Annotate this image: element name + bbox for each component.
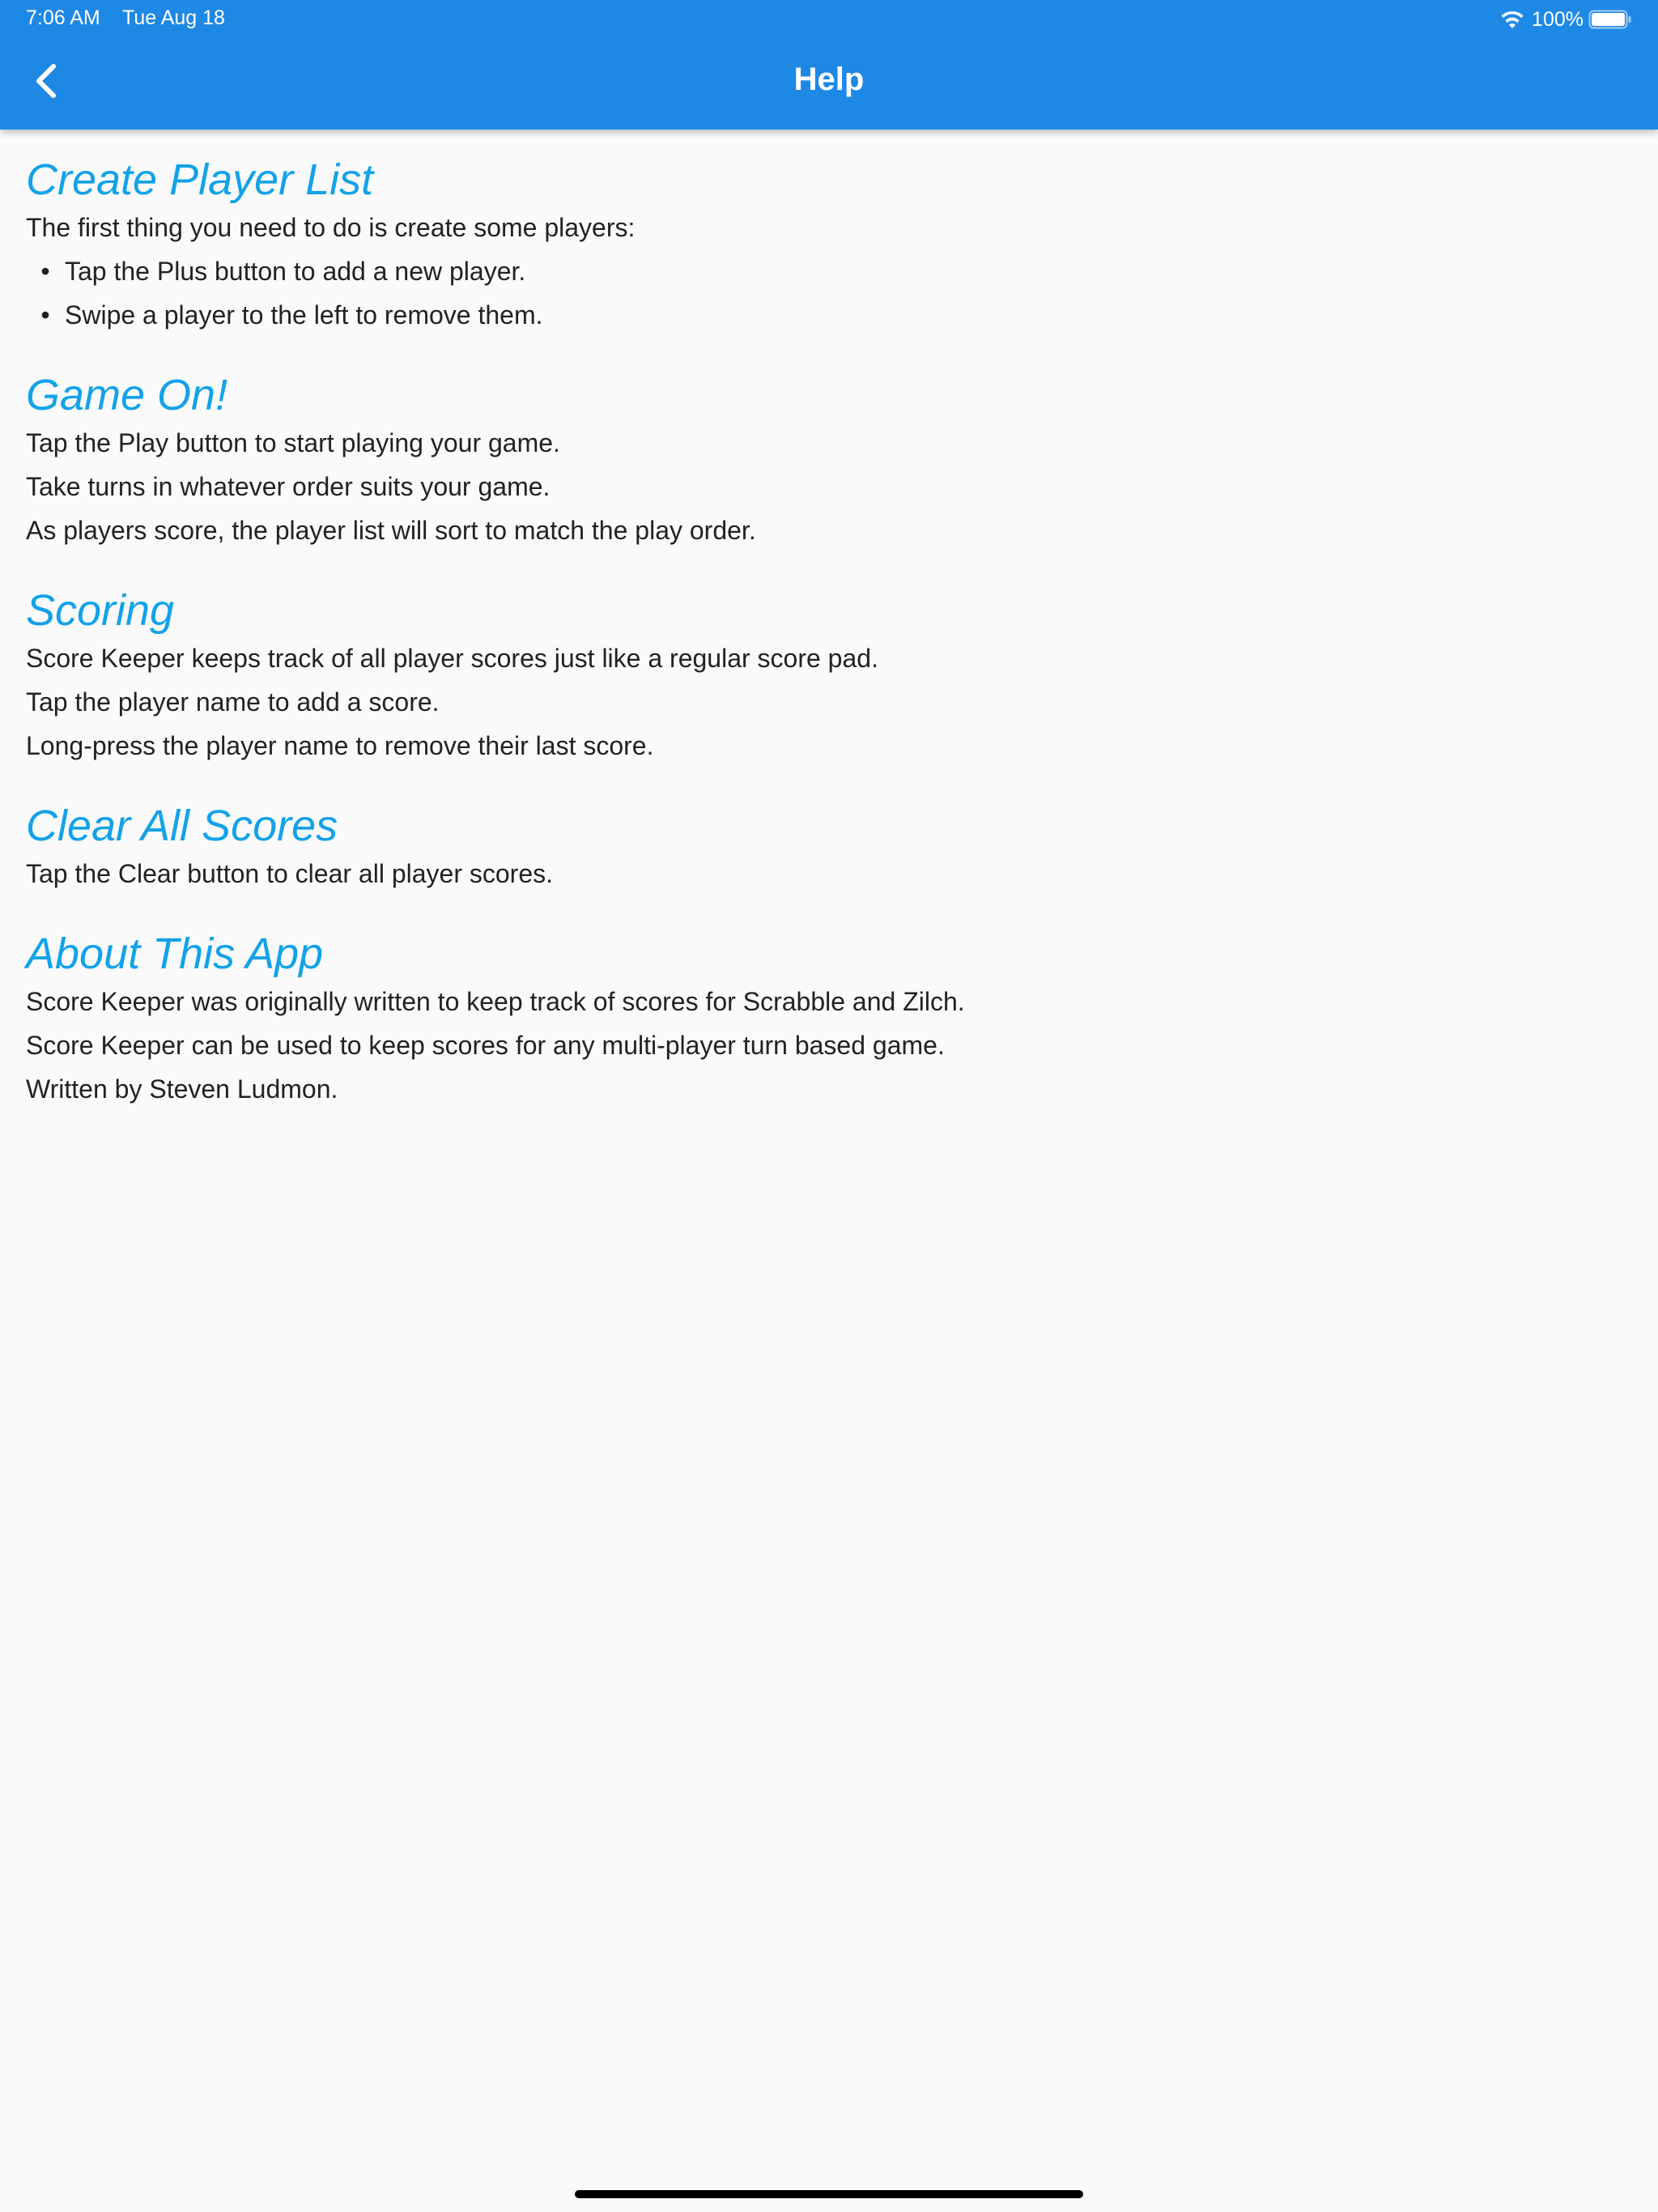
section-paragraph: Score Keeper was originally written to keep track of scores for Scrabble and Zilch. xyxy=(26,987,965,1016)
help-content xyxy=(26,130,1629,1117)
home-indicator[interactable] xyxy=(575,2190,1083,2198)
bullet-icon: • xyxy=(40,300,50,330)
section-paragraph: Take turns in whatever order suits your game. xyxy=(26,472,551,501)
section-create-player-list xyxy=(26,130,1629,330)
page-title: Help xyxy=(793,62,865,97)
section-paragraph: Tap the Play button to start playing your game. xyxy=(26,428,560,457)
section-paragraph: As players score, the player list will sort to match the play order. xyxy=(26,516,756,545)
section-paragraph: Tap the Clear button to clear all player scores. xyxy=(26,859,553,888)
list-item xyxy=(26,256,1629,287)
section-heading: Clear All Scores xyxy=(26,802,338,850)
status-indicators xyxy=(1499,5,1632,34)
section-paragraph: Tap the player name to add a score. xyxy=(26,687,440,717)
section-heading: Game On! xyxy=(26,371,228,419)
section-about-this-app xyxy=(26,902,1629,1104)
bullet-icon: • xyxy=(40,257,50,286)
section-heading: About This App xyxy=(26,929,324,978)
wifi-icon xyxy=(1499,9,1525,30)
section-game-on xyxy=(26,343,1629,546)
battery-icon xyxy=(1588,9,1632,30)
status-time: 7:06 AM xyxy=(26,6,100,29)
section-heading: Scoring xyxy=(26,586,175,635)
list-item-text: Tap the Plus button to add a new player. xyxy=(65,257,526,286)
section-paragraph: Long-press the player name to remove their last score. xyxy=(26,731,654,760)
status-date: Tue Aug 18 xyxy=(122,6,225,29)
battery-percentage: 100% xyxy=(1532,7,1584,31)
list-item xyxy=(26,300,1629,330)
section-paragraph: Score Keeper can be used to keep scores for any multi-player turn based game. xyxy=(26,1031,945,1060)
section-clear-all-scores xyxy=(26,774,1629,889)
section-paragraph: Written by Steven Ludmon. xyxy=(26,1074,338,1104)
app-bar xyxy=(0,0,1658,130)
status-bar xyxy=(0,0,1658,39)
section-paragraph: Score Keeper keeps track of all player scores just like a regular score pad. xyxy=(26,644,878,673)
section-heading: Create Player List xyxy=(26,155,374,204)
section-paragraph: The first thing you need to do is create some players: xyxy=(26,213,636,242)
list-item-text: Swipe a player to the left to remove them. xyxy=(65,300,543,330)
section-scoring xyxy=(26,559,1629,761)
